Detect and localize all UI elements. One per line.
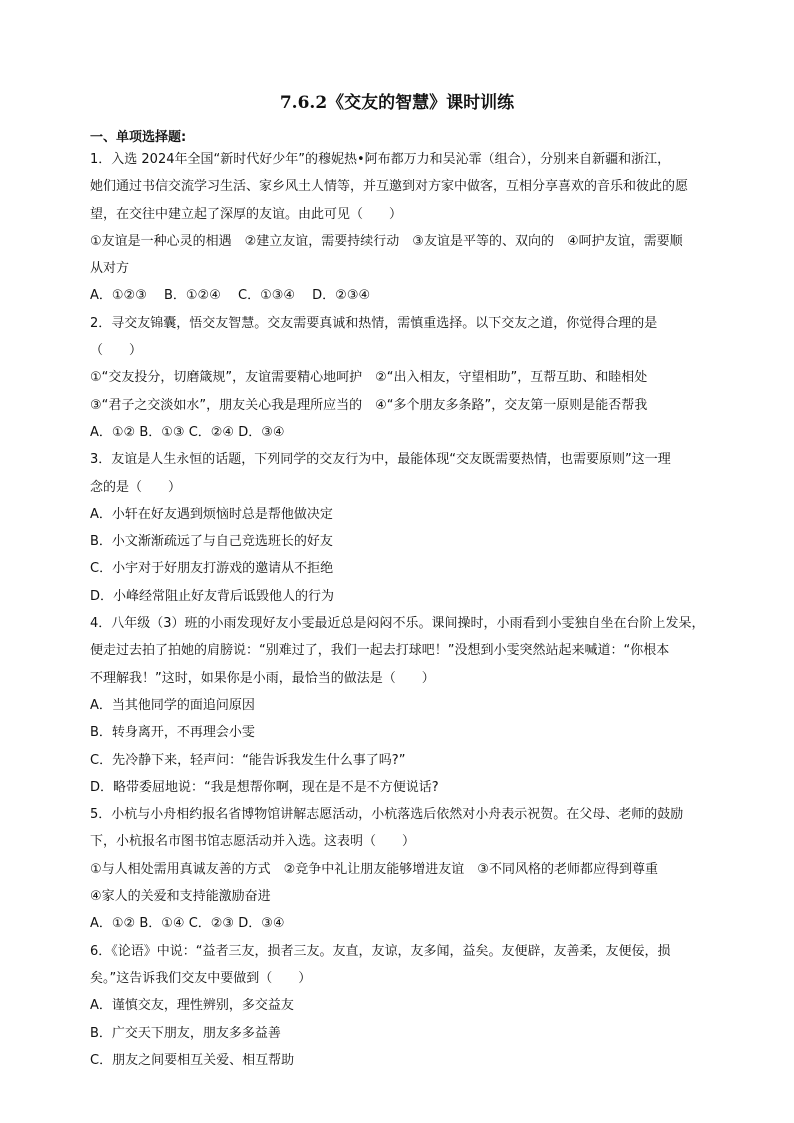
answer-option: C．先冷静下来，轻声问：“能告诉我发生什么事了吗?”: [90, 752, 406, 768]
document-title: 7.6.2《交友的智慧》课时训练: [279, 93, 515, 113]
question-text-line: 5．小杭与小舟相约报名省博物馆讲解志愿活动，小杭落选后依然对小舟表示祝贺。在父母、老师的鼓励: [90, 807, 684, 823]
question-text-line: 她们通过书信交流学习生活、家乡风土人情等，并互邀到对方家中做客，互相分享喜欢的音乐和彼此的愿: [90, 179, 689, 195]
question-statements-line: ①与人相处需用真诚友善的方式 ②竞争中礼让朋友能够增进友谊 ③不同风格的老师都应得到尊重: [90, 861, 658, 877]
section-heading: 一、单项选择题:: [90, 130, 187, 145]
question-6: [90, 938, 720, 1074]
question-text-line: 念的是（ ）: [90, 479, 182, 495]
answer-option: A．当其他同学的面追问原因: [90, 697, 255, 713]
question-text-line: 6．《论语》中说：“益者三友，损者三友。友直，友谅，友多闻，益矣。友便辟，友善柔，友便佞，损: [90, 943, 671, 959]
question-text-line: 1．入选 2024年全国“新时代好少年”的穆妮热•阿布都万力和吴沁霏（组合），分别来自新疆和浙江，: [90, 152, 671, 167]
question-text-line: 下，小杭报名市图书馆志愿活动并入选。这表明（ ）: [90, 834, 416, 850]
question-list: [90, 146, 720, 1074]
question-text-line: 3．友谊是人生永恒的话题，下列同学的交友行为中，最能体现“交友既需要热情，也需要原则”这一理: [90, 452, 671, 468]
question-text-line: 不理解我！”这时，如果你是小雨，最恰当的做法是（ ）: [90, 670, 435, 686]
question-statements-line: ④家人的关爱和支持能激励奋进: [90, 889, 271, 905]
answer-option: B．小文渐渐疏远了与自己竞选班长的好友: [90, 534, 333, 550]
answer-options: A．①② B．①④ C．②③ D．③④: [90, 916, 285, 932]
answer-option: A．谨慎交友，理性辨别，多交益友: [90, 998, 294, 1014]
answer-option: A．小轩在好友遇到烦恼时总是帮他做决定: [90, 506, 333, 522]
question-text-line: （ ）: [90, 343, 143, 359]
question-4: [90, 610, 720, 801]
question-1: [90, 146, 720, 310]
question-2: [90, 310, 720, 446]
question-text-line: 矣。”这告诉我们交友中要做到（ ）: [90, 970, 312, 986]
answer-options: A．①②③ B．①②④ C．①③④ D．②③④: [90, 288, 371, 304]
answer-option: D．小峰经常阻止好友背后诋毁他人的行为: [90, 588, 335, 604]
answer-options: A．①② B．①③ C．②④ D．③④: [90, 424, 285, 440]
question-statements-line: ③“君子之交淡如水”，朋友关心我是理所应当的 ④“多个朋友多条路”，交友第一原则是能否帮我: [90, 397, 648, 413]
answer-option: D．略带委屈地说：“我是想帮你啊，现在是不是不方便说话?: [90, 779, 439, 795]
question-text-line: 望，在交往中建立起了深厚的友谊。由此可见（ ）: [90, 206, 403, 222]
answer-option: B．广交天下朋友，朋友多多益善: [90, 1025, 281, 1041]
question-text-line: 4．八年级（3）班的小雨发现好友小雯最近总是闷闷不乐。课间操时，小雨看到小雯独自坐在台阶上发呆，: [90, 616, 705, 632]
question-statements-line: ①友谊是一种心灵的相遇 ②建立友谊，需要持续行动 ③友谊是平等的、双向的 ④呵护友谊，需要顺: [90, 233, 683, 249]
question-3: [90, 446, 720, 610]
question-statements-line: 从对方: [90, 261, 130, 277]
question-text-line: 便走过去拍了拍她的肩膀说：“别难过了，我们一起去打球吧！”没想到小雯突然站起来喊道：“你根本: [90, 643, 670, 659]
answer-option: C．朋友之间要相互关爱、相互帮助: [90, 1052, 295, 1068]
question-text-line: 2．寻交友锦囊，悟交友智慧。交友需要真诚和热情，需慎重选择。以下交友之道，你觉得合理的是: [90, 315, 658, 331]
question-5: [90, 801, 720, 937]
answer-option: B．转身离开，不再理会小雯: [90, 725, 255, 741]
answer-option: C．小宇对于好朋友打游戏的邀请从不拒绝: [90, 561, 334, 577]
question-statements-line: ①“交友投分，切磨箴规”，友谊需要精心地呵护 ②“出入相友，守望相助”，互帮互助、和睦相处: [90, 370, 648, 386]
